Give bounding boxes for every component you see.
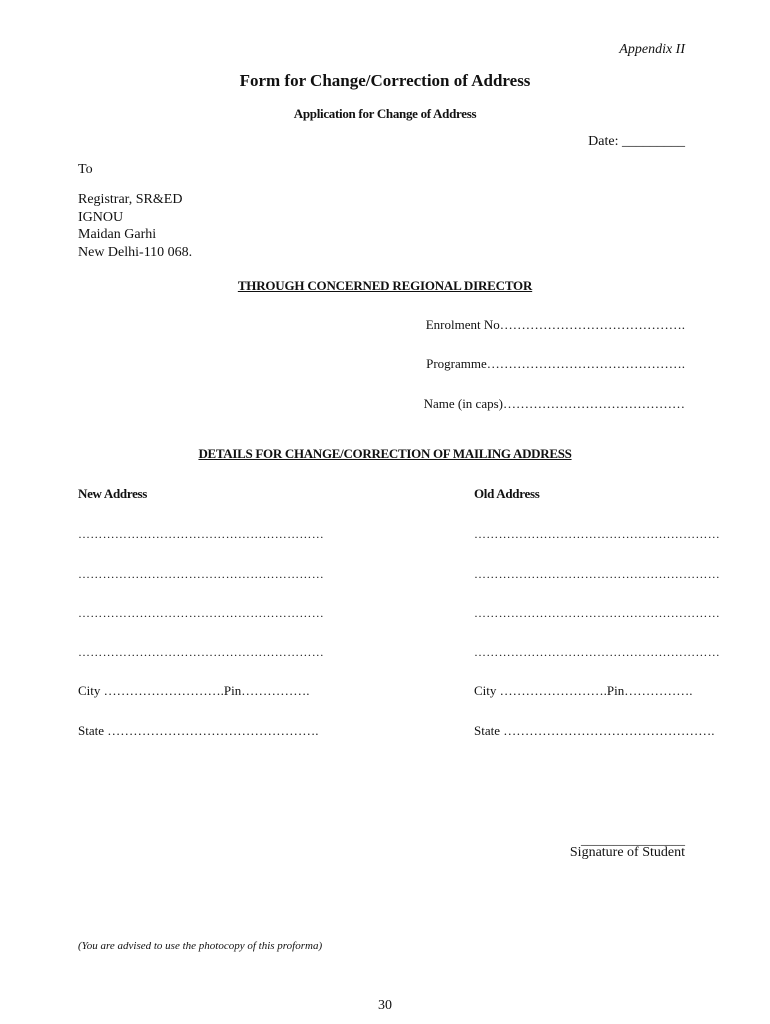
details-heading: DETAILS FOR CHANGE/CORRECTION OF MAILING ADDRESS xyxy=(198,446,572,461)
old-address-line: …………………………………………………… xyxy=(474,606,720,620)
appendix-label: Appendix II xyxy=(619,42,685,57)
name-field: Name (in caps)…………………………………… xyxy=(423,396,685,411)
new-address-line: …………………………………………………… xyxy=(78,527,324,541)
old-address-line: …………………………………………………… xyxy=(474,567,720,581)
page-number: 30 xyxy=(378,998,392,1013)
to-label: To xyxy=(78,162,93,177)
signature-line: ________________ xyxy=(581,832,685,847)
new-address-line: …………………………………………………… xyxy=(78,606,324,620)
old-address-heading: Old Address xyxy=(474,486,540,501)
old-address-line: …………………………………………………… xyxy=(474,645,720,659)
enrolment-field: Enrolment No……………………………………. xyxy=(425,317,685,332)
form-title: Form for Change/Correction of Address xyxy=(239,71,531,90)
signature-label: Signature of Student xyxy=(569,845,685,860)
new-address-line: …………………………………………………… xyxy=(78,645,324,659)
date-field: Date: _________ xyxy=(588,134,685,149)
recipient-address xyxy=(78,191,192,261)
recipient-line: Registrar, SR&ED xyxy=(78,192,183,207)
old-state-field: State …………………………………………. xyxy=(474,723,715,738)
form-subtitle: Application for Change of Address xyxy=(293,106,477,121)
new-city-pin-field: City ……………………….Pin……………. xyxy=(78,683,310,698)
recipient-line: Maidan Garhi xyxy=(78,227,157,242)
new-address-heading: New Address xyxy=(78,486,148,501)
programme-field: Programme………………………………………. xyxy=(426,356,685,371)
old-address-line: …………………………………………………… xyxy=(474,527,720,541)
photocopy-advice: (You are advised to use the photocopy of this proforma) xyxy=(78,940,323,952)
old-city-pin-field: City …………………….Pin……………. xyxy=(474,683,693,698)
recipient-line: New Delhi-110 068. xyxy=(78,244,193,260)
recipient-line: IGNOU xyxy=(78,209,124,225)
new-address-line: …………………………………………………… xyxy=(78,567,324,581)
through-heading: THROUGH CONCERNED REGIONAL DIRECTOR xyxy=(237,278,533,293)
new-state-field: State …………………………………………. xyxy=(78,723,319,738)
